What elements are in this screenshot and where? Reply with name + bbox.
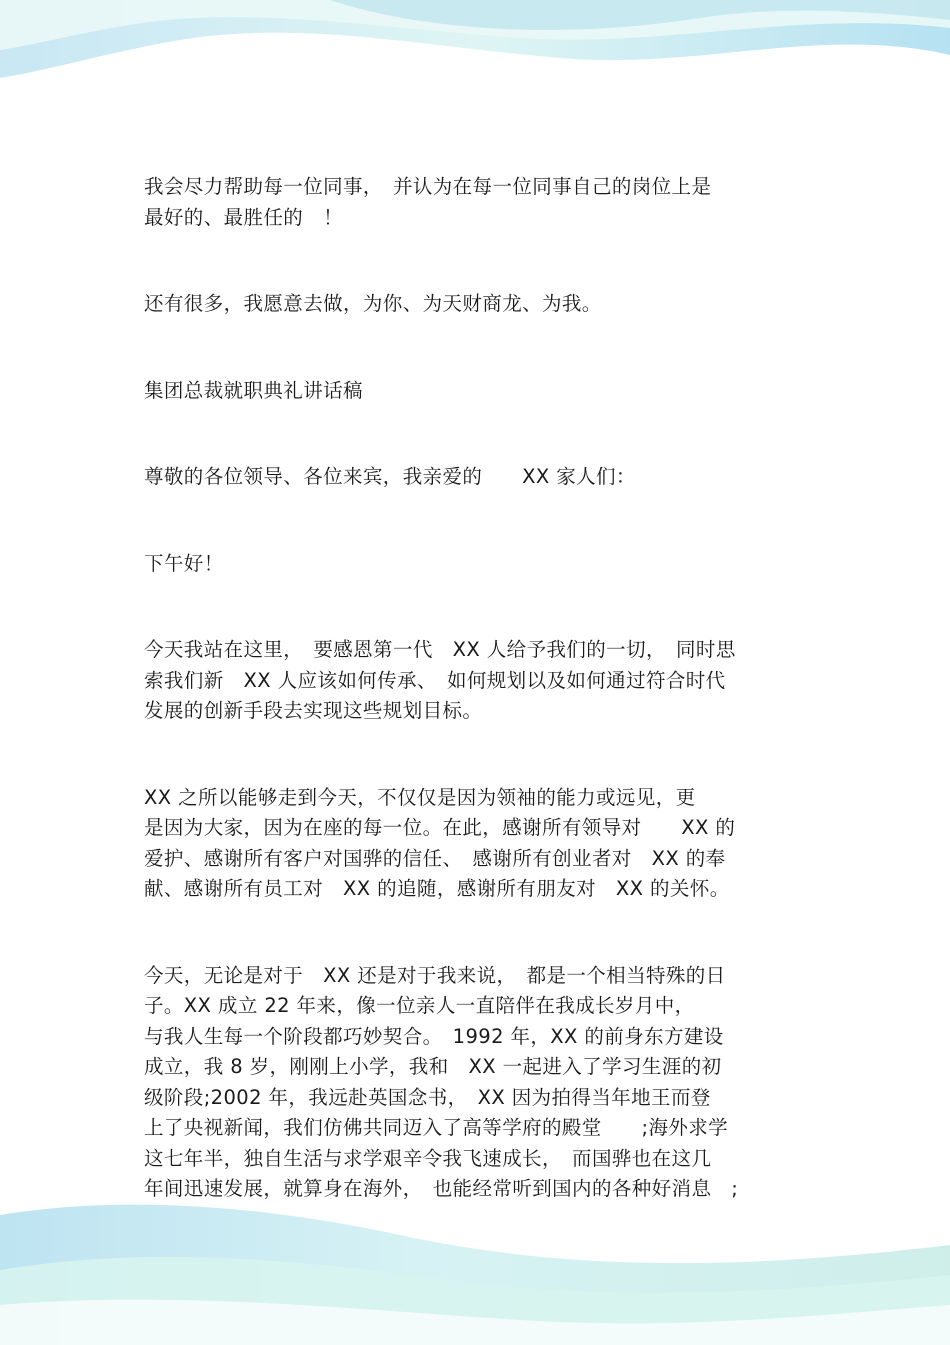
speech-title: 集团总裁就职典礼讲话稿 bbox=[144, 378, 363, 402]
paragraph-thanks: XX 之所以能够走到今天，不仅仅是因为领袖的能力或远见，更 是因为大家，因为在座的每一位。在此，感谢所有领导对 XX 的 爱护、感谢所有客户对国骅的信任、 感谢所有创业者对 XX 的奉 献、感谢所有员工对 XX 的追随，感谢所有朋友对 XX 的关怀。 bbox=[144, 785, 736, 900]
paragraph-history: 今天，无论是对于 XX 还是对于我来说， 都是一个相当特殊的日 子。XX 成立 22 年来，像一位亲人一直陪伴在我成长岁月中， 与我人生每一个阶段都巧妙契合。 1992 年，XX 的前身东方建设 成立，我 8 岁，刚刚上小学，我和 XX 一起进入了学习生涯的初 级阶段;2002 年，我远赴英国念书， XX 因为拍得当年地王而登 上了央视新闻，我们仿佛共同迈入了高等学府的殿堂 ;海外求学 这七年半，独自生活与求学艰辛令我飞速成长， 而国骅也在这几 年间迅速发展，就算身在海外， 也能经常听到国内的各种好消息 ; bbox=[144, 963, 739, 1200]
paragraph-gratitude-first-generation: 今天我站在这里， 要感恩第一代 XX 人给予我们的一切， 同时思 索我们新 XX 人应该如何传承、 如何规划以及如何通过符合时代 发展的创新手段去实现这些规划目标。 bbox=[144, 638, 736, 722]
salutation: 尊敬的各位领导、各位来宾，我亲爱的 XX 家人们： bbox=[144, 465, 636, 488]
paragraph-willingness: 还有很多，我愿意去做，为你、为天财商龙、为我。 bbox=[144, 292, 602, 315]
greeting: 下午好！ bbox=[144, 551, 224, 575]
paragraph-closing-commitment: 我会尽力帮助每一位同事， 并认为在每一位同事自己的岗位上是 最好的、最胜任的 ！ bbox=[144, 175, 712, 229]
document-body bbox=[144, 172, 824, 1261]
top-wave-decoration bbox=[0, 0, 950, 110]
